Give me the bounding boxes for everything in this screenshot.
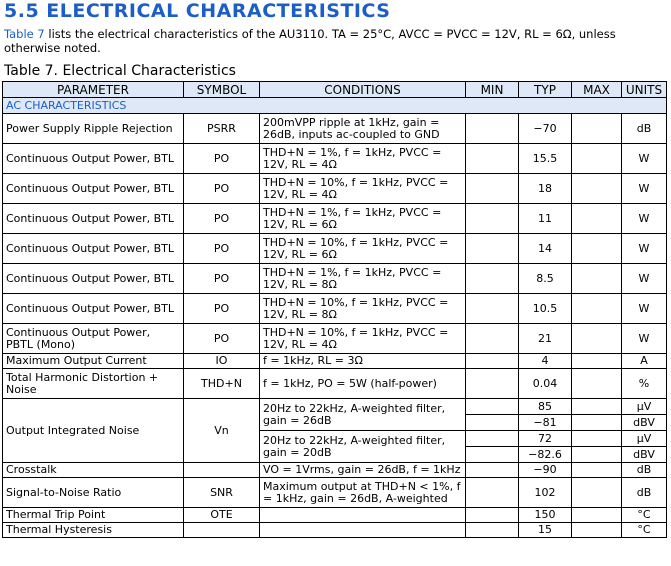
table-row	[3, 354, 667, 369]
cell-conditions: THD+N = 1%, f = 1kHz, PVCC = 12V, RL = 6Ω	[260, 204, 466, 234]
cell-conditions: Maximum output at THD+N < 1%, f = 1kHz, gain = 26dB, A-weighted	[260, 478, 466, 508]
cell-units: µV	[622, 399, 667, 415]
cell-conditions: THD+N = 10%, f = 1kHz, PVCC = 12V, RL = 4Ω	[260, 324, 466, 354]
cell-parameter: Thermal Hysteresis	[3, 523, 184, 538]
cell-max	[572, 399, 622, 415]
cell-parameter: Continuous Output Power, BTL	[3, 174, 184, 204]
cell-conditions: THD+N = 10%, f = 1kHz, PVCC = 12V, RL = 6Ω	[260, 234, 466, 264]
cell-max	[572, 114, 622, 144]
cell-max	[572, 369, 622, 399]
cell-units: µV	[622, 431, 667, 447]
cell-typ: 4	[519, 354, 572, 369]
cell-parameter: Continuous Output Power, BTL	[3, 204, 184, 234]
table-row	[3, 523, 667, 538]
cell-min	[466, 234, 519, 264]
table-row	[3, 114, 667, 144]
cell-typ: 15	[519, 523, 572, 538]
cell-typ: −81	[519, 415, 572, 431]
cell-units: dB	[622, 463, 667, 478]
cell-conditions: f = 1kHz, RL = 3Ω	[260, 354, 466, 369]
cell-max	[572, 294, 622, 324]
section-heading: 5.5 ELECTRICAL CHARACTERISTICS	[4, 0, 391, 22]
cell-typ: 0.04	[519, 369, 572, 399]
cell-units: °C	[622, 508, 667, 523]
cell-units: dB	[622, 114, 667, 144]
header-symbol: SYMBOL	[184, 82, 260, 98]
cell-min	[466, 174, 519, 204]
intro-paragraph	[4, 27, 668, 55]
cell-units: W	[622, 294, 667, 324]
cell-parameter: Continuous Output Power, BTL	[3, 264, 184, 294]
cell-symbol: PO	[184, 174, 260, 204]
cell-conditions	[260, 508, 466, 523]
cell-units: dB	[622, 478, 667, 508]
cell-min	[466, 399, 519, 415]
cell-symbol	[184, 463, 260, 478]
cell-units: dBV	[622, 447, 667, 463]
cell-units: W	[622, 264, 667, 294]
cell-symbol: PO	[184, 204, 260, 234]
cell-min	[466, 114, 519, 144]
cell-units: W	[622, 144, 667, 174]
cell-parameter: Power Supply Ripple Rejection	[3, 114, 184, 144]
cell-conditions: THD+N = 10%, f = 1kHz, PVCC = 12V, RL = 8Ω	[260, 294, 466, 324]
cell-symbol: Vn	[184, 399, 260, 463]
table-row	[3, 508, 667, 523]
table-reference-link[interactable]: Table 7	[4, 27, 45, 41]
table-title: Table 7. Electrical Characteristics	[4, 63, 236, 79]
intro-text: lists the electrical characteristics of the AU3110. TA = 25°C, AVCC = PVCC = 12V, RL = 6Ω, unless otherwise noted.	[4, 27, 616, 55]
cell-min	[466, 415, 519, 431]
cell-parameter: Thermal Trip Point	[3, 508, 184, 523]
cell-conditions: THD+N = 1%, f = 1kHz, PVCC = 12V, RL = 4Ω	[260, 144, 466, 174]
cell-typ: 15.5	[519, 144, 572, 174]
cell-units: A	[622, 354, 667, 369]
cell-symbol: PO	[184, 324, 260, 354]
table-row	[3, 144, 667, 174]
cell-max	[572, 508, 622, 523]
cell-max	[572, 264, 622, 294]
cell-parameter: Continuous Output Power, PBTL (Mono)	[3, 324, 184, 354]
cell-max	[572, 463, 622, 478]
cell-conditions: 20Hz to 22kHz, A-weighted filter, gain = 20dB	[260, 431, 466, 463]
cell-max	[572, 324, 622, 354]
cell-min	[466, 478, 519, 508]
cell-symbol: PO	[184, 144, 260, 174]
cell-min	[466, 508, 519, 523]
cell-conditions	[260, 523, 466, 538]
cell-max	[572, 447, 622, 463]
cell-units: W	[622, 234, 667, 264]
cell-max	[572, 354, 622, 369]
cell-max	[572, 174, 622, 204]
cell-min	[466, 354, 519, 369]
header-max: MAX	[572, 82, 622, 98]
electrical-characteristics-table	[2, 81, 667, 538]
table-row	[3, 369, 667, 399]
cell-parameter: Continuous Output Power, BTL	[3, 144, 184, 174]
table-row	[3, 324, 667, 354]
cell-typ: −82.6	[519, 447, 572, 463]
cell-conditions: 20Hz to 22kHz, A-weighted filter, gain = 26dB	[260, 399, 466, 431]
header-min: MIN	[466, 82, 519, 98]
cell-conditions: VO = 1Vrms, gain = 26dB, f = 1kHz	[260, 463, 466, 478]
cell-symbol: PO	[184, 264, 260, 294]
section-label: AC CHARACTERISTICS	[3, 98, 667, 114]
cell-typ: −90	[519, 463, 572, 478]
cell-typ: 18	[519, 174, 572, 204]
cell-typ: 11	[519, 204, 572, 234]
table-row	[3, 174, 667, 204]
cell-symbol: OTE	[184, 508, 260, 523]
cell-units: dBV	[622, 415, 667, 431]
cell-max	[572, 431, 622, 447]
cell-typ: 85	[519, 399, 572, 415]
cell-min	[466, 463, 519, 478]
table-row	[3, 478, 667, 508]
cell-min	[466, 369, 519, 399]
cell-parameter: Crosstalk	[3, 463, 184, 478]
table-row	[3, 399, 667, 415]
cell-units: %	[622, 369, 667, 399]
cell-max	[572, 415, 622, 431]
cell-typ: 14	[519, 234, 572, 264]
cell-parameter: Total Harmonic Distortion + Noise	[3, 369, 184, 399]
cell-symbol: PSRR	[184, 114, 260, 144]
cell-max	[572, 478, 622, 508]
cell-min	[466, 264, 519, 294]
cell-min	[466, 204, 519, 234]
cell-symbol: PO	[184, 294, 260, 324]
cell-symbol	[184, 523, 260, 538]
cell-min	[466, 324, 519, 354]
cell-typ: −70	[519, 114, 572, 144]
cell-symbol: THD+N	[184, 369, 260, 399]
cell-typ: 150	[519, 508, 572, 523]
cell-max	[572, 523, 622, 538]
cell-max	[572, 234, 622, 264]
cell-units: W	[622, 174, 667, 204]
cell-symbol: SNR	[184, 478, 260, 508]
cell-min	[466, 523, 519, 538]
cell-typ: 102	[519, 478, 572, 508]
cell-min	[466, 447, 519, 463]
header-conditions: CONDITIONS	[260, 82, 466, 98]
cell-typ: 10.5	[519, 294, 572, 324]
cell-max	[572, 204, 622, 234]
table-row	[3, 294, 667, 324]
cell-min	[466, 144, 519, 174]
table-row	[3, 463, 667, 478]
cell-conditions: 200mVPP ripple at 1kHz, gain = 26dB, inputs ac-coupled to GND	[260, 114, 466, 144]
table-row	[3, 234, 667, 264]
cell-parameter: Signal-to-Noise Ratio	[3, 478, 184, 508]
cell-conditions: f = 1kHz, PO = 5W (half-power)	[260, 369, 466, 399]
cell-conditions: THD+N = 10%, f = 1kHz, PVCC = 12V, RL = 4Ω	[260, 174, 466, 204]
cell-units: W	[622, 204, 667, 234]
cell-parameter: Continuous Output Power, BTL	[3, 294, 184, 324]
cell-symbol: IO	[184, 354, 260, 369]
table-header-row	[3, 82, 667, 98]
cell-typ: 8.5	[519, 264, 572, 294]
cell-symbol: PO	[184, 234, 260, 264]
cell-parameter: Output Integrated Noise	[3, 399, 184, 463]
cell-conditions: THD+N = 1%, f = 1kHz, PVCC = 12V, RL = 8Ω	[260, 264, 466, 294]
cell-parameter: Continuous Output Power, BTL	[3, 234, 184, 264]
cell-typ: 21	[519, 324, 572, 354]
header-parameter: PARAMETER	[3, 82, 184, 98]
cell-max	[572, 144, 622, 174]
cell-min	[466, 294, 519, 324]
header-typ: TYP	[519, 82, 572, 98]
table-row	[3, 204, 667, 234]
header-units: UNITS	[622, 82, 667, 98]
cell-typ: 72	[519, 431, 572, 447]
cell-min	[466, 431, 519, 447]
cell-parameter: Maximum Output Current	[3, 354, 184, 369]
cell-units: W	[622, 324, 667, 354]
table-row	[3, 264, 667, 294]
cell-units: °C	[622, 523, 667, 538]
section-row	[3, 98, 667, 114]
